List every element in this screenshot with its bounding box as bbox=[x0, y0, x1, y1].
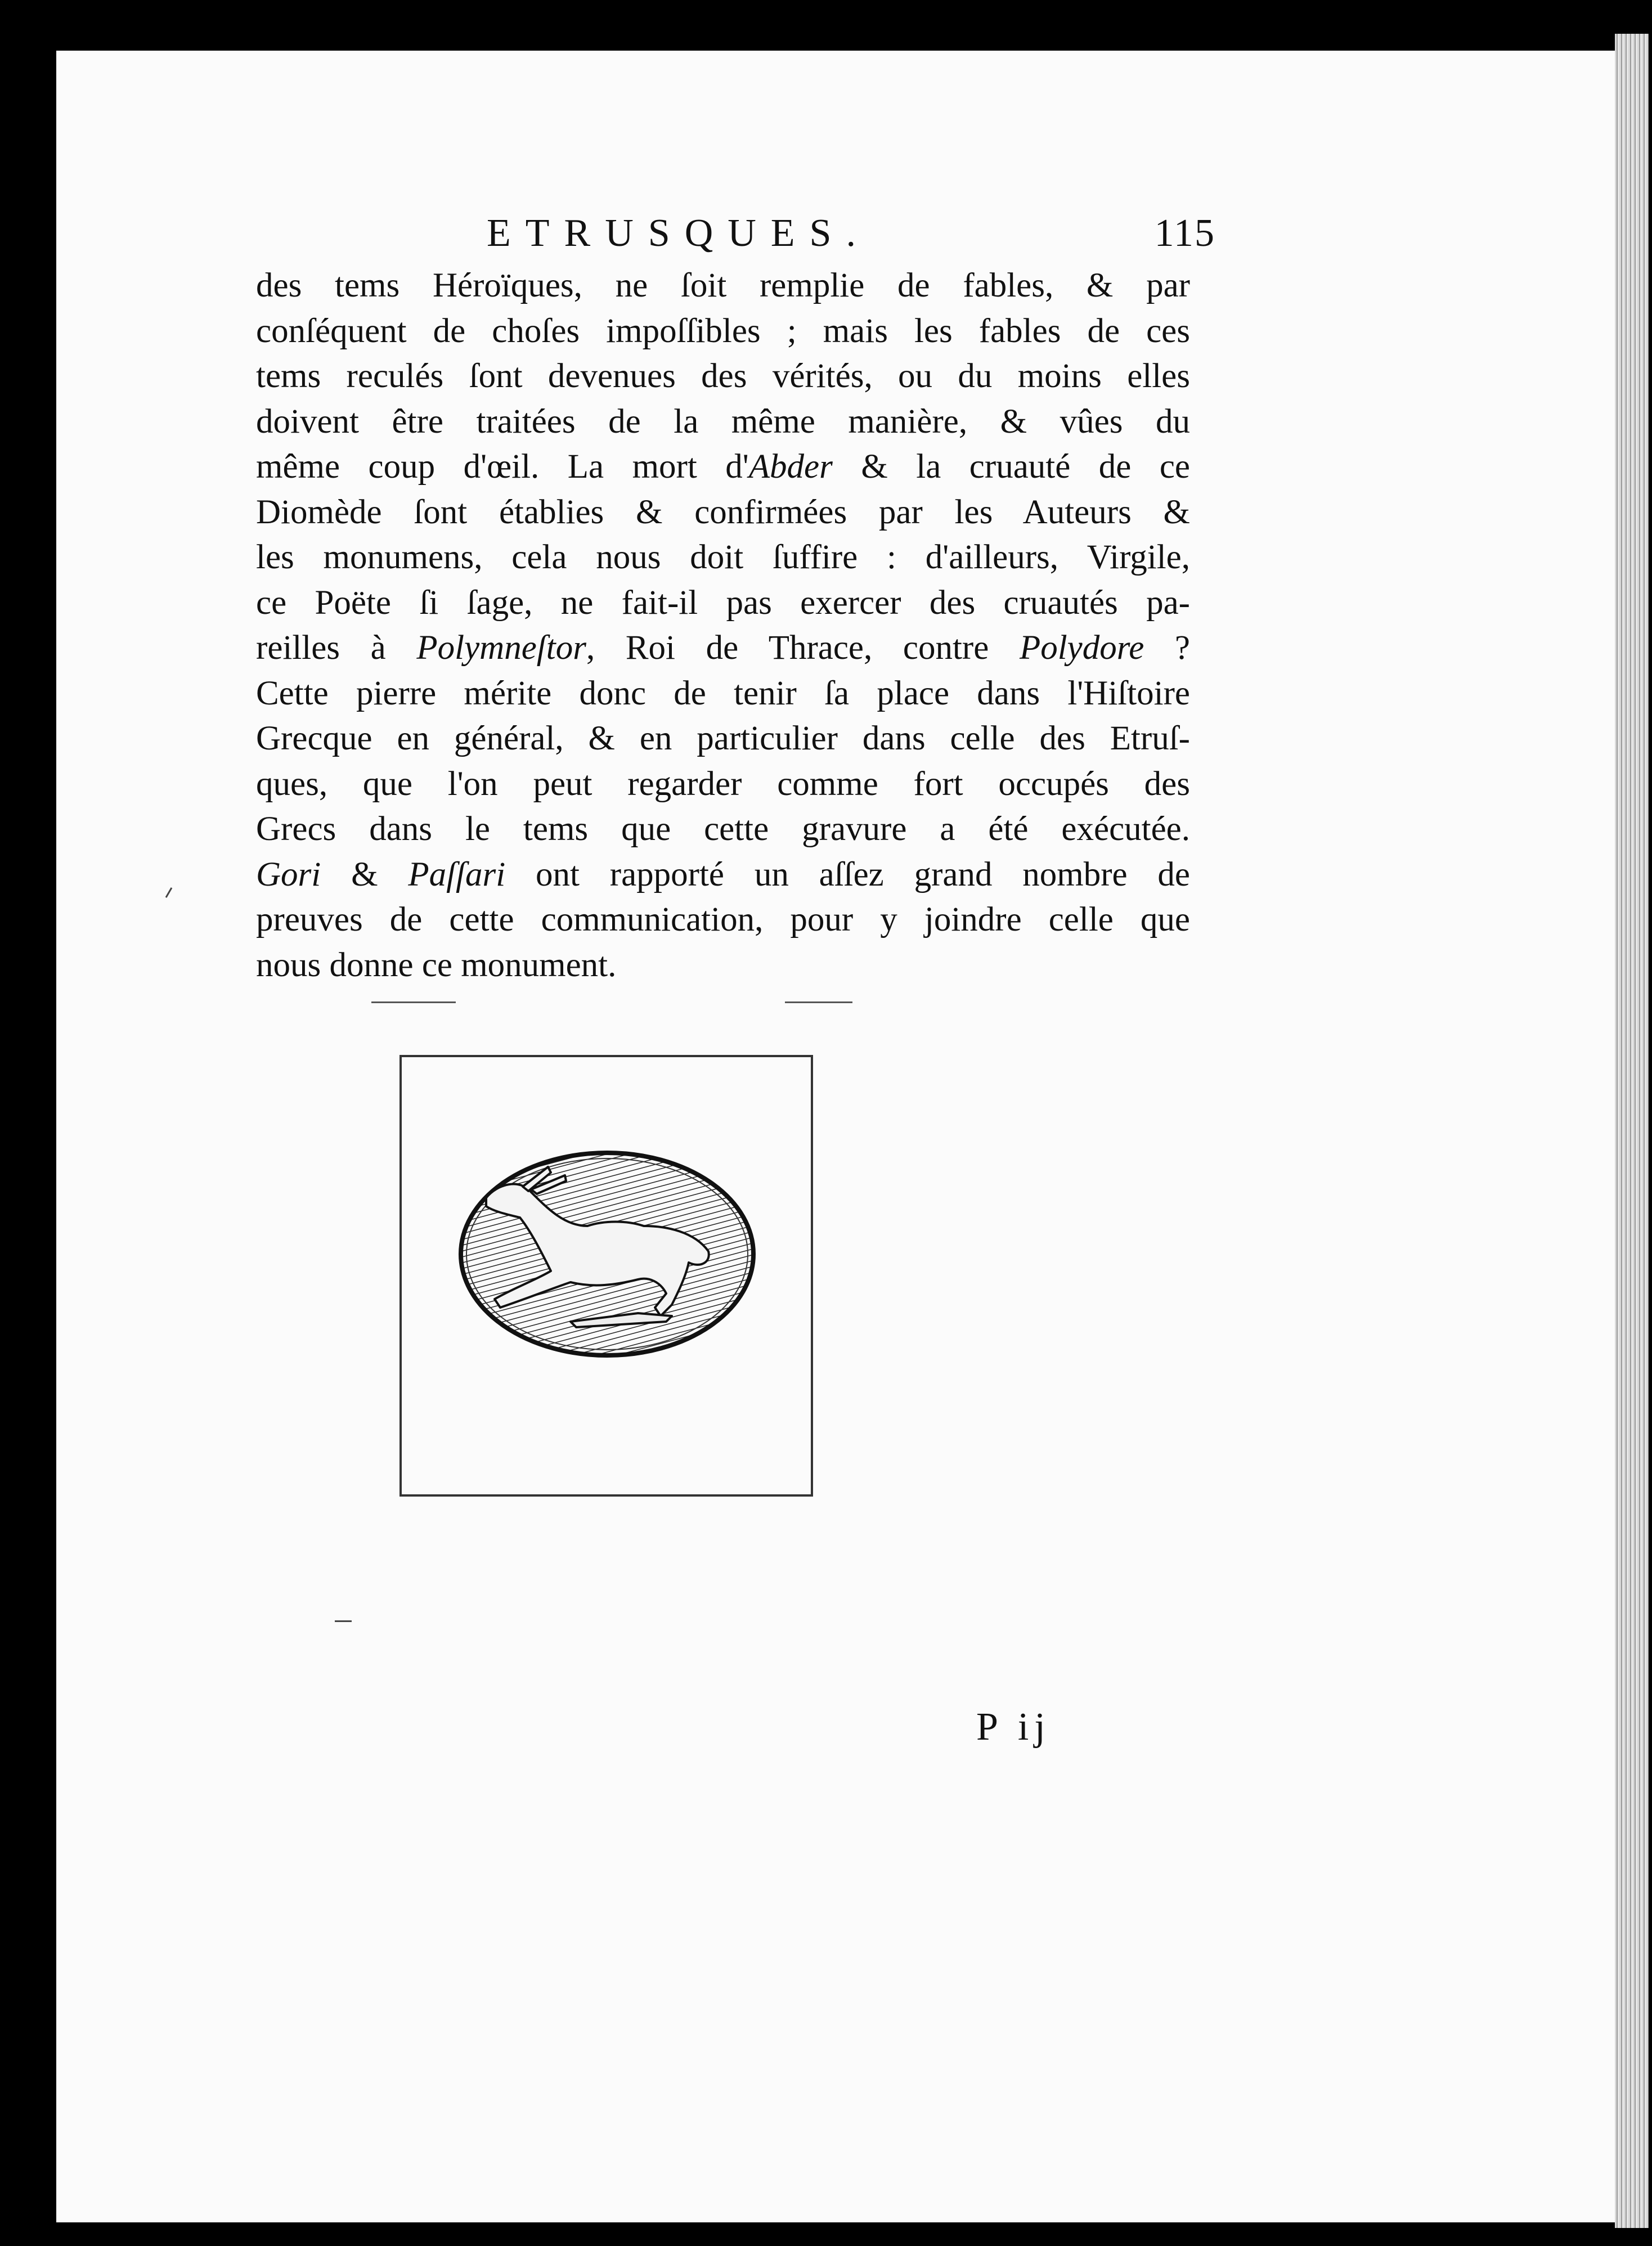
text-segment: & la cruauté de ce bbox=[832, 448, 1190, 486]
text-line: tems reculés ſont devenues des vérités, ou du moins elles bbox=[256, 357, 1190, 395]
engraved-gem-plate bbox=[399, 1055, 813, 1497]
text-line bbox=[256, 852, 1190, 898]
italic-name: Paſſari bbox=[408, 855, 506, 893]
text-segment: ? bbox=[1144, 629, 1190, 667]
text-line: Grecque en général, & en particulier dans celle des Etruſ- bbox=[256, 720, 1190, 757]
plate-rule-right bbox=[785, 1001, 852, 1003]
text-line bbox=[256, 444, 1190, 490]
body-paragraph bbox=[256, 263, 1190, 988]
text-segment: , Roi de Thrace, contre bbox=[586, 629, 1020, 667]
stray-mark bbox=[335, 1620, 352, 1622]
book-page-edges bbox=[1615, 34, 1649, 2228]
text-line bbox=[256, 626, 1190, 671]
text-line: Grecs dans le tems que cette gravure a été exécutée. bbox=[256, 810, 1190, 848]
page-number: 115 bbox=[1154, 212, 1215, 255]
signature-mark: P ij bbox=[976, 1705, 1051, 1749]
italic-name: Polymneſtor bbox=[416, 629, 586, 667]
italic-name: Abder bbox=[748, 448, 833, 486]
text-line: doivent être traitées de la même manière, & vûes du bbox=[256, 402, 1190, 441]
running-title: ETRUSQUES. bbox=[487, 212, 870, 255]
text-line: conſéquent de choſes impoſſibles ; mais les fables de ces bbox=[256, 312, 1190, 350]
text-segment: reilles à bbox=[256, 629, 417, 667]
italic-name: Polydore bbox=[1019, 629, 1144, 667]
text-line: Cette pierre mérite donc de tenir ſa place dans l'Hiſtoire bbox=[256, 674, 1190, 712]
text-segment: ont rapporté un aſſez grand nombre de bbox=[505, 855, 1190, 893]
italic-name: Gori bbox=[256, 855, 321, 893]
text-line: des tems Héroïques, ne ſoit remplie de fables, & par bbox=[256, 267, 1190, 304]
text-line: ques, que l'on peut regarder comme fort occupés des bbox=[256, 765, 1190, 803]
plate-rule-left bbox=[371, 1001, 456, 1003]
gem-engraving-illustration bbox=[402, 1057, 811, 1494]
running-header bbox=[487, 211, 1215, 267]
text-line: ce Poëte ſi ſage, ne fait-il pas exercer des cruautés pa- bbox=[256, 583, 1190, 622]
text-segment: même coup d'œil. La mort d' bbox=[256, 448, 749, 486]
text-line: Diomède ſont établies & confirmées par les Auteurs & bbox=[256, 493, 1190, 531]
text-segment: & bbox=[321, 855, 408, 893]
text-line: nous donne ce monument. bbox=[256, 946, 617, 984]
text-line: les monumens, cela nous doit ſuffire : d'ailleurs, Virgile, bbox=[256, 538, 1190, 576]
text-line: preuves de cette communication, pour y joindre celle que bbox=[256, 901, 1190, 938]
